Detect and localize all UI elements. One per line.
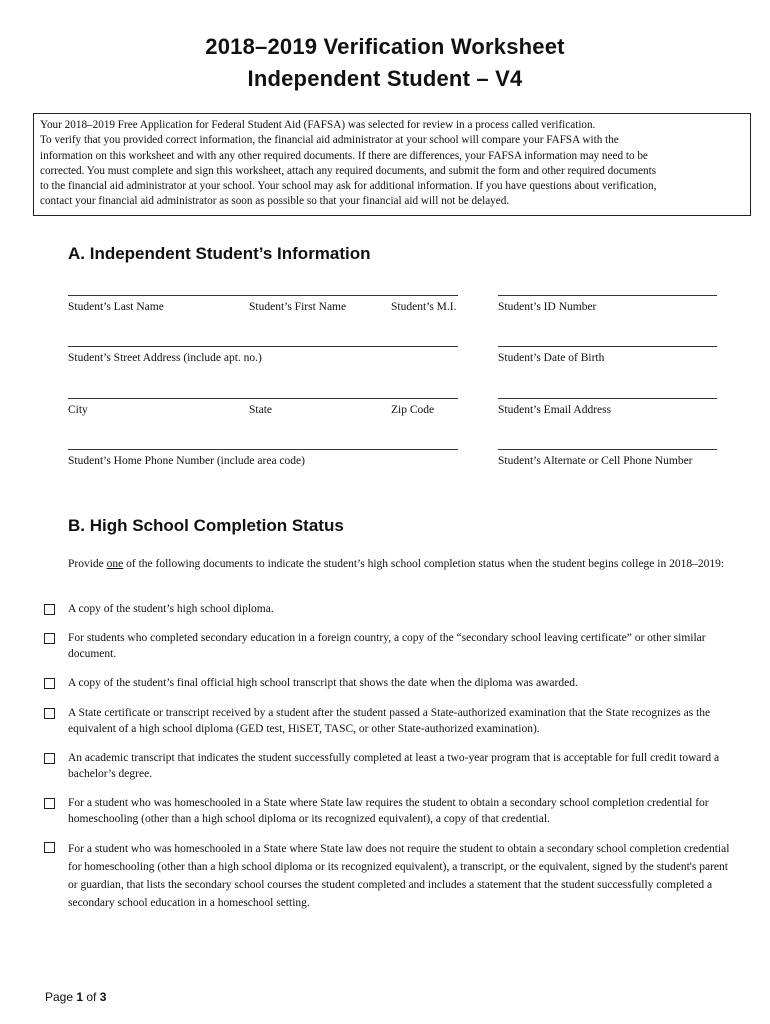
intro-line: Your 2018–2019 Free Application for Federal Student Aid (FAFSA) was selected for review in a process called verification. [40,119,596,131]
option-item [44,602,739,618]
email-line[interactable] [498,398,717,399]
id-number-line[interactable] [498,295,717,296]
option-item [44,676,739,692]
option-item [44,631,739,662]
zip-label: Zip Code [391,404,435,416]
checkbox[interactable] [44,842,55,853]
option-text: A copy of the student’s final official high school transcript that shows the date when the diploma was awarded. [68,677,578,689]
option-text: A State certificate or transcript received by a student after the student passed a State-authorized examination that the State recognizes as the equivalent of a high school diploma (GED test, HiSET, TASC, or other State-authorized examination). [68,707,711,735]
instruction-text: Provide [68,558,107,570]
intro-notice-box [33,113,751,216]
street-address-line[interactable] [68,346,458,347]
checkbox[interactable] [44,678,55,689]
worksheet-subtitle: Independent Student – V4 [247,66,523,91]
checkbox[interactable] [44,753,55,764]
id-number-label: Student’s ID Number [498,301,597,313]
home-phone-label: Student’s Home Phone Number (include area code) [68,455,305,467]
alt-phone-line[interactable] [498,449,717,450]
dob-label: Student’s Date of Birth [498,352,605,364]
dob-line[interactable] [498,346,717,347]
home-phone-line[interactable] [68,449,458,450]
last-name-label: Student’s Last Name [68,301,164,313]
mi-label: Student’s M.I. [391,301,457,313]
instruction-text: of the following documents to indicate the student’s high school completion status when the student begins college in 2018–2019: [123,558,725,570]
city-label: City [68,404,88,416]
checkbox[interactable] [44,604,55,615]
option-item [44,840,739,912]
intro-line: to the financial aid administrator at your school. Your school may ask for additional information. If you have questions about verification, [40,180,657,193]
section-b-instructions [68,557,733,573]
page-number [45,990,106,1004]
checkbox[interactable] [44,798,55,809]
option-text: An academic transcript that indicates the student successfully completed at least a two-year program that is acceptable for full credit toward a bachelor’s degree. [68,752,720,780]
option-item [44,796,739,827]
checkbox[interactable] [44,708,55,719]
of-word: of [83,990,100,1004]
option-item [44,706,739,737]
current-page: 1 [76,990,84,1004]
city-state-zip-line[interactable] [68,398,458,399]
first-name-label: Student’s First Name [249,301,347,313]
option-text: For a student who was homeschooled in a State where State law does not require the student to obtain a secondary school completion credential for homeschooling (other than a high school diploma or its recognized equivalent), a transcript, or the equivalent, signed by the student's parent or guardian, that lists the secondary school courses the student completed and includes a statement that the student successfully completed a secondary school education in a homeschool setting. [68,843,730,909]
intro-line: information on this worksheet and with any other required documents. If there are differences, your FAFSA information may need to be [40,149,648,162]
intro-line: corrected. You must complete and sign this worksheet, attach any required documents, and submit the form and other required documents [40,164,657,177]
option-text: For a student who was homeschooled in a State where State law requires the student to obtain a secondary school completion credential for homeschooling (other than a high school diploma or its recognized equivalent), a copy of that credential. [68,797,709,825]
name-line[interactable] [68,295,458,296]
email-label: Student’s Email Address [498,404,612,416]
instruction-emphasis: one [106,558,124,570]
worksheet-title: 2018–2019 Verification Worksheet [205,34,565,59]
intro-line: contact your financial aid administrator as soon as possible so that your financial aid will not be delayed. [40,195,510,208]
option-text: A copy of the student’s high school diploma. [68,603,274,615]
section-b-heading: B. High School Completion Status [68,516,344,535]
state-label: State [249,404,272,416]
page-word: Page [45,990,77,1004]
total-pages: 3 [99,990,107,1004]
alt-phone-label: Student’s Alternate or Cell Phone Number [498,455,693,467]
intro-line: To verify that you provided correct information, the financial aid administrator at your school will compare your FAFSA with the [40,134,619,147]
street-address-label: Student’s Street Address (include apt. no.) [68,352,262,364]
option-item [44,751,739,782]
checkbox[interactable] [44,633,55,644]
section-a-heading: A. Independent Student’s Information [68,244,371,263]
option-text: For students who completed secondary education in a foreign country, a copy of the “secondary school leaving certificate” or other similar document. [68,632,706,660]
